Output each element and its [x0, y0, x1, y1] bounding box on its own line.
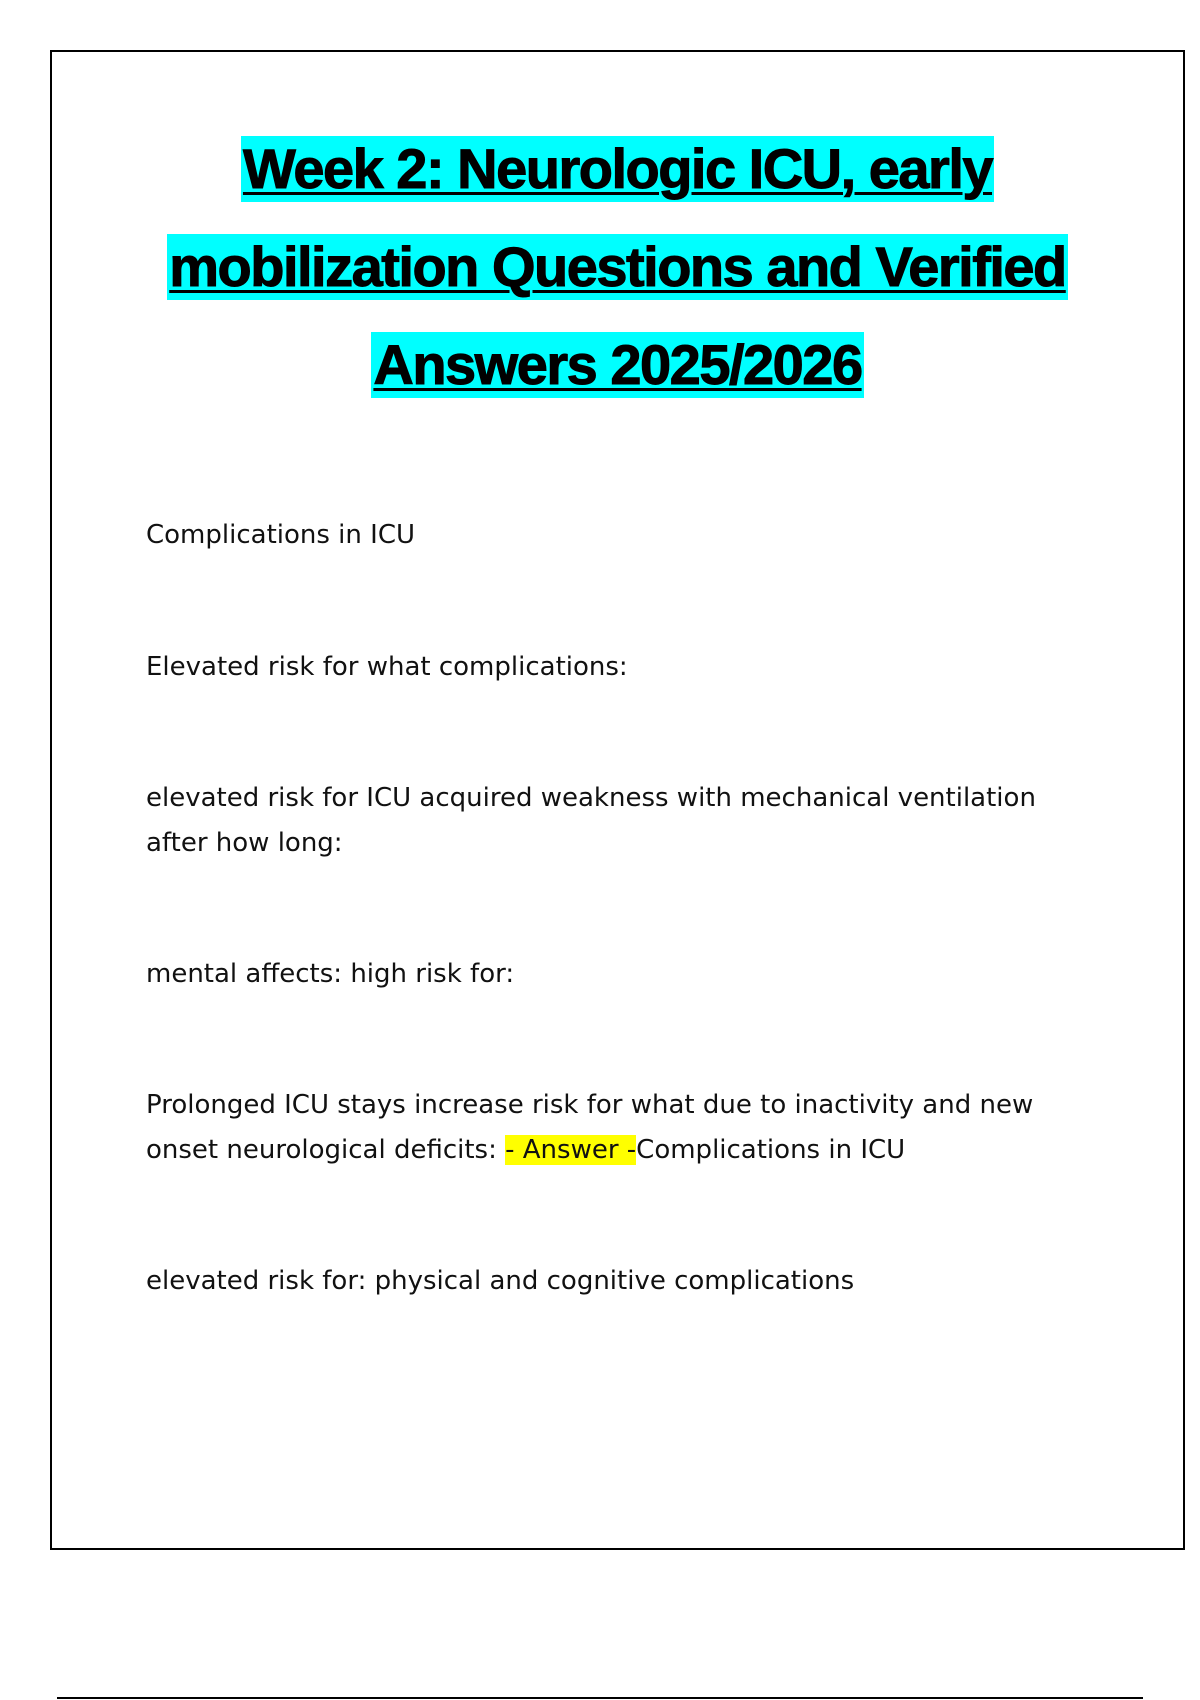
- answer-marker: - Answer -: [505, 1135, 637, 1165]
- paragraph-prolonged-icu: [146, 1083, 1076, 1173]
- paragraph-complications: [146, 513, 1076, 558]
- answer-text: Complications in ICU: [636, 1135, 906, 1165]
- title-text-1: Week 2: Neurologic ICU, early: [242, 137, 993, 200]
- title-line-3: [0, 331, 1200, 429]
- paragraph-complications-text: Complications in ICU: [146, 520, 416, 550]
- title-line-1: [0, 135, 1200, 233]
- paragraph-ventilation-line-2: after how long:: [146, 828, 343, 858]
- paragraph-elevated-risk-text: Elevated risk for what complications:: [146, 652, 628, 682]
- document-title: [0, 135, 1200, 429]
- paragraph-mental-affects-text: mental affects: high risk for:: [146, 959, 515, 989]
- paragraph-mental-affects: [146, 952, 1076, 997]
- paragraph-physical-cognitive-text: elevated risk for: physical and cognitive complications: [146, 1266, 855, 1296]
- paragraph-ventilation: [146, 776, 1076, 866]
- title-text-2: mobilization Questions and Verified: [169, 235, 1066, 298]
- paragraph-elevated-risk: [146, 645, 1076, 690]
- paragraph-prolonged-icu-line-2-prefix: onset neurological deficits:: [146, 1135, 506, 1165]
- paragraph-physical-cognitive: [146, 1259, 1076, 1304]
- title-line-2: [0, 233, 1200, 331]
- paragraph-ventilation-line-1: elevated risk for ICU acquired weakness with mechanical ventilation: [146, 783, 1036, 813]
- paragraph-prolonged-icu-line-1: Prolonged ICU stays increase risk for what due to inactivity and new: [146, 1090, 1034, 1120]
- bottom-rule: [57, 1697, 1143, 1699]
- title-text-3: Answers 2025/2026: [373, 333, 862, 396]
